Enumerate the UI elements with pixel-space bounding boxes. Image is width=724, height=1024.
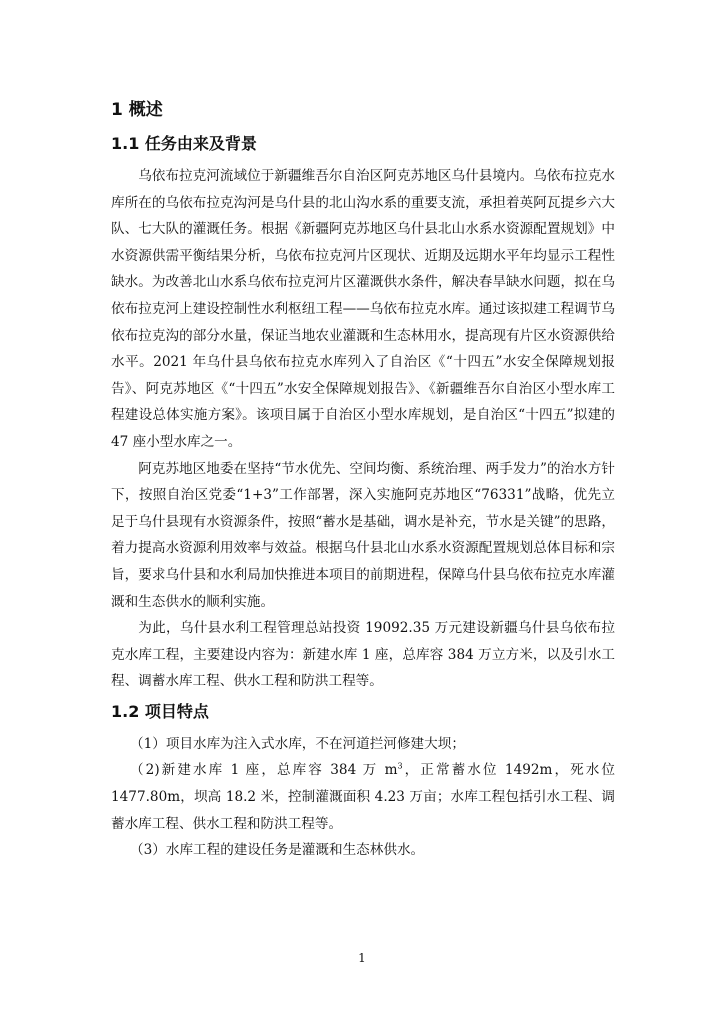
feature-item-2-text-after: ，正常蓄水位 1492m，死水位 1477.80m，坝高 18.2 米，控制灌溉面积 4.23 万亩；水库工程包括引水工程、调蓄水库工程、供水工程和防洪工程等。 (111, 762, 615, 832)
section-heading-1-1: 1.1 任务由来及背景 (111, 134, 257, 153)
feature-item-3: （3）水库工程的建设任务是灌溉和生态林供水。 (130, 842, 425, 859)
feature-item-1: （1）项目水库为注入式水库，不在河道拦河修建大坝； (130, 735, 465, 752)
background-paragraph-3: 为此，乌什县水利工程管理总站投资 19092.35 万元建设新疆乌什县乌依布拉克水库工程，主要建设内容为：新建水库 1 座，总库容 384 万立方米，以及引水工程、调蓄水库工程、供水工程和防洪工程等。 (111, 620, 615, 690)
chapter-heading: 1 概述 (111, 100, 163, 120)
page-content (111, 97, 615, 864)
background-paragraph-2: 阿克苏地区地委在坚持“节水优先、空间均衡、系统治理、两手发力”的治水方针下，按照自治区党委“1+3”工作部署，深入实施阿克苏地区“76331”战略，优先立足于乌什县现有水资源条件，按照“蓄水是基础，调水是补充，节水是关键”的思路，着力提高水资源利用效率与效益。根据乌什县北山水系水资源配置规划总体目标和宗旨，要求乌什县和水利局加快推进本项目的前期进程，保障乌什县乌依布拉克水库灌溉和生态供水的顺利实施。 (111, 460, 615, 610)
section-heading-1-2: 1.2 项目特点 (111, 701, 209, 721)
cubic-superscript: 3 (397, 761, 403, 771)
feature-item-2 (111, 757, 615, 837)
background-paragraph-1: 乌依布拉克河流域位于新疆维吾尔自治区阿克苏地区乌什县境内。乌依布拉克水库所在的乌依布拉克沟河是乌什县的北山沟水系的重要支流，承担着英阿瓦提乡六大队、七大队的灌溉任务。根据《新疆阿克苏地区乌什县北山水系水资源配置规划》中水资源供需平衡结果分析，乌依布拉克河片区现状、近期及远期水平年均显示工程性缺水。为改善北山水系乌依布拉克河片区灌溉供水条件，解决春旱缺水问题，拟在乌依布拉克河上建设控制性水利枢纽工程——乌依布拉克水库。通过该拟建工程调节乌依布拉克沟的部分水量，保证当地农业灌溉和生态林用水，提高现有片区水资源供给水平。2021 年乌什县乌依布拉克水库列入了自治区《“十四五”水安全保障规划报告》、阿克苏地区《“十四五”水安全保障规划报告》、《新疆维吾尔自治区小型水库工程建设总体实施方案》。该项目属于自治区小型水库规划，是自治区“十四五”拟建的 47 座小型水库之一。 (111, 168, 615, 450)
page-number: 1 (358, 951, 366, 965)
feature-item-2-text-before: （2)新建水库 1 座，总库容 384 万 m (130, 762, 398, 779)
